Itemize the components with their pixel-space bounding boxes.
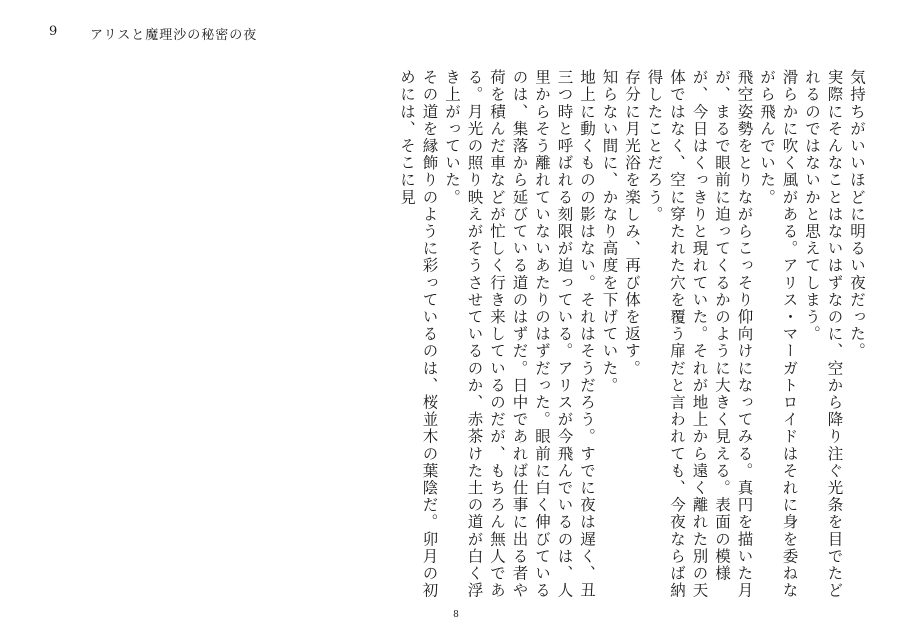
footer-page-number: 8	[453, 610, 459, 620]
paragraph: 地上に動くものの影はない。それはそうだろう。すでに夜は遅く、丑三つ時と呼ばれる刻限が迫っている。アリスが今飛んでいるのは、人里からそう離れていないあたりのはずだった。眼前に白く伸びているのは、集落から延びている道のはずだ。日中であれば仕事に出る者や荷を積んだ車などが忙しく行き来しているのだが、もちろん無人である。月光の照り映えがそうさせているのか、赤茶けた土の道が白く浮き上がっていた。	[443, 69, 596, 600]
paragraph: 存分に月光浴を楽しみ、再び体を返す。	[623, 69, 641, 377]
body-text	[68, 69, 868, 614]
paragraph: その道を縁飾りのように彩っているのは、桜並木の葉陰だ。卯月の初めには、そこに見	[398, 69, 439, 600]
running-title: アリスと魔理沙の秘密の夜	[90, 28, 258, 43]
paragraph: 飛空姿勢をとりながらこっそり仰向けになってみる。真円を描いた月が、まるで眼前に迫ってくるかのように大きく見える。表面の模様が、今日はくっきりと現れていた。それが地上から遠く離れた別の天体ではなく、空に穿たれた穴を覆う扉だと言われても、今夜ならば納得したことだろう。	[645, 69, 754, 600]
paragraph: 滑らかに吹く風がある。アリス・マーガトロイドはそれに身を委ねながら飛んでいた。	[758, 69, 799, 600]
paragraph: 気持ちがいいほどに明るい夜だった。	[848, 69, 866, 360]
header-page-number: 9	[49, 24, 58, 39]
paragraph: 知らない間に、かなり高度を下げていた。	[600, 69, 619, 394]
paragraph: 実際にそんなことはないはずなのに、空から降り注ぐ光条を目でたどれるのではないかと思えてしまう。	[803, 69, 844, 600]
